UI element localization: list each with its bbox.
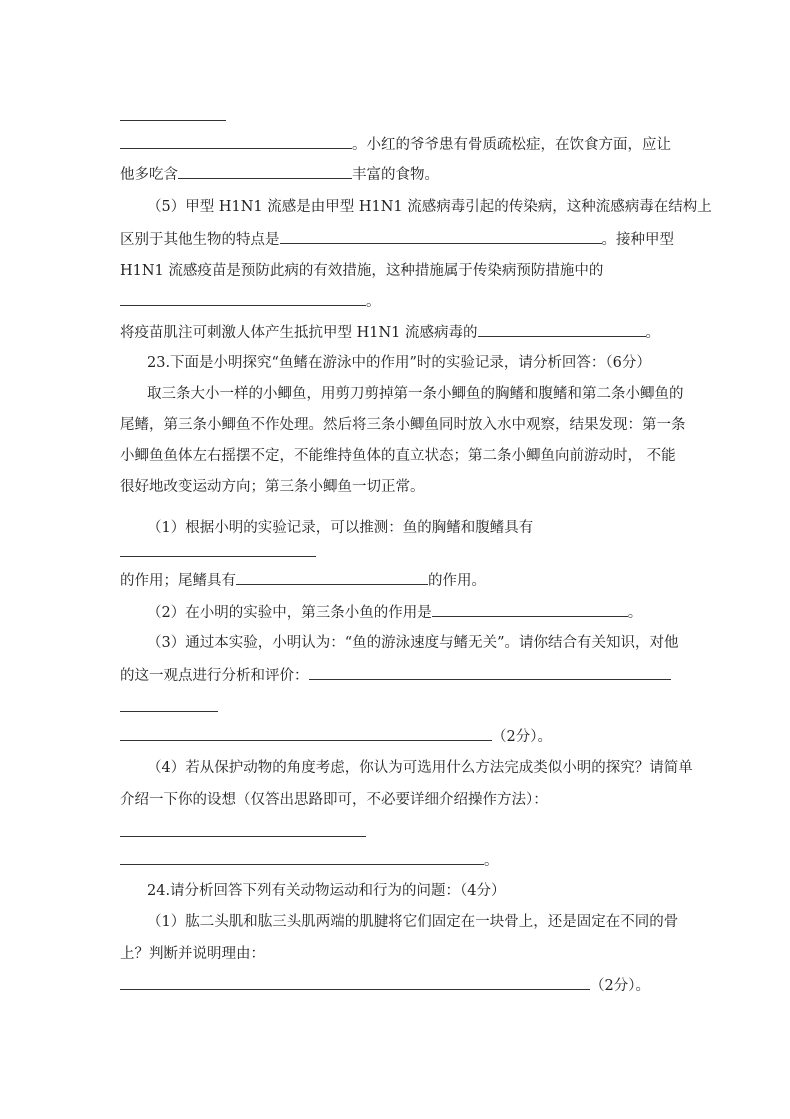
answer-blank[interactable] bbox=[120, 726, 492, 741]
q23-body-line1 bbox=[147, 384, 684, 404]
q24-sub1-line2 bbox=[120, 944, 265, 964]
q23-body-line2 bbox=[120, 415, 686, 435]
answer-blank[interactable] bbox=[120, 836, 366, 837]
q23-sub4-period: 。 bbox=[484, 853, 499, 869]
q23-body-text: 很好地改变运动方向；第三条小鲫鱼一切正常。 bbox=[120, 479, 425, 495]
q22-part4-text: 他多吃含 bbox=[120, 167, 178, 183]
q23-sub3-line2 bbox=[120, 665, 671, 685]
q23-sub3-text: 的这一观点进行分析和评价： bbox=[120, 668, 309, 684]
answer-blank[interactable] bbox=[120, 556, 316, 557]
answer-blank[interactable] bbox=[120, 120, 226, 121]
q22-part5-line1 bbox=[147, 197, 712, 217]
q23-sub4-line1 bbox=[147, 758, 693, 778]
q22-part5-text: 。接种甲型 bbox=[601, 232, 674, 248]
q24-sub1-text: （1）肱二头肌和肱三头肌两端的肌腱将它们固定在一块骨上，还是固定在不同的骨 bbox=[147, 914, 679, 930]
q22-part5-text: 将疫苗肌注可刺激人体产生抵抗甲型 H1N1 流感病毒的 bbox=[120, 325, 478, 341]
q23-sub1-line1 bbox=[147, 518, 533, 538]
answer-blank[interactable] bbox=[120, 850, 484, 865]
q23-sub3-score: （2分）。 bbox=[492, 729, 552, 745]
q23-sub2-line bbox=[147, 602, 642, 622]
q22-part5-text: H1N1 流感疫苗是预防此病的有效措施，这种措施属于传染病预防措施中的 bbox=[120, 263, 604, 279]
q23-sub3-line4 bbox=[120, 726, 552, 746]
q22-part4-line1 bbox=[120, 134, 671, 154]
q23-sub4-line4 bbox=[120, 850, 499, 870]
q23-body-text: 小鲫鱼鱼体左右摇摆不定，不能维持鱼体的直立状态；第二条小鲫鱼向前游动时， 不能 bbox=[120, 448, 676, 464]
answer-blank[interactable] bbox=[120, 291, 366, 306]
q22-part5-text: 。 bbox=[645, 325, 660, 341]
q23-title-text: 23.下面是小明探究“鱼鳍在游泳中的作用”时的实验记录，请分析回答：（6分） bbox=[147, 355, 651, 371]
q23-body-text: 尾鳍，第三条小鲫鱼不作处理。然后将三条小鲫鱼同时放入水中观察，结果发现：第一条 bbox=[120, 417, 686, 433]
q23-sub1-line3 bbox=[120, 570, 486, 590]
q22-part5-line2 bbox=[120, 229, 674, 249]
q22-part4-text: 丰富的食物。 bbox=[352, 167, 439, 183]
answer-blank[interactable] bbox=[280, 229, 602, 244]
q24-sub1-line3 bbox=[120, 975, 650, 995]
q24-sub1-text: 上？判断并说明理由： bbox=[120, 946, 265, 962]
q23-sub4-line2 bbox=[120, 790, 548, 810]
answer-blank[interactable] bbox=[236, 570, 428, 585]
q24-sub1-line1 bbox=[147, 912, 678, 932]
q22-part5-text: 。 bbox=[366, 294, 381, 310]
q23-sub4-text: 介绍一下你的设想（仅答出思路即可，不必要详细介绍操作方法）： bbox=[120, 792, 548, 808]
q23-body-text: 取三条大小一样的小鲫鱼，用剪刀剪掉第一条小鲫鱼的胸鳍和腹鳍和第二条小鲫鱼的 bbox=[147, 386, 684, 402]
q24-sub1-score: （2分）。 bbox=[590, 978, 650, 994]
q23-title bbox=[147, 353, 651, 373]
answer-blank[interactable] bbox=[432, 602, 628, 617]
q23-body-line4 bbox=[120, 477, 425, 497]
q23-body-line3 bbox=[120, 446, 676, 466]
answer-blank[interactable] bbox=[178, 164, 352, 179]
answer-blank[interactable] bbox=[120, 134, 352, 149]
q23-sub3-text: （3）通过本实验，小明认为：“鱼的游泳速度与鳍无关”。请你结合有关知识，对他 bbox=[147, 635, 679, 651]
q23-sub3-line1 bbox=[147, 633, 679, 653]
q24-title-text: 24.请分析回答下列有关动物运动和行为的问题：（4分） bbox=[147, 883, 506, 899]
q22-part5-line5 bbox=[120, 322, 660, 342]
q22-part4-line2 bbox=[120, 164, 439, 184]
q22-part5-line4 bbox=[120, 291, 381, 311]
answer-blank[interactable] bbox=[120, 975, 590, 990]
q22-part5-text: （5）甲型 H1N1 流感是由甲型 H1N1 流感病毒引起的传染病，这种流感病毒在结构上 bbox=[147, 199, 712, 215]
q23-sub4-text: （4）若从保护动物的角度考虑，你认为可选用什么方法完成类似小明的探究？请简单 bbox=[147, 760, 693, 776]
answer-blank[interactable] bbox=[309, 665, 671, 680]
q23-sub2-text: （2）在小明的实验中，第三条小鱼的作用是 bbox=[147, 605, 432, 621]
q23-sub2-text: 。 bbox=[627, 605, 643, 621]
q22-part5-text: 区别于其他生物的特点是 bbox=[120, 232, 280, 248]
q22-part5-line3 bbox=[120, 261, 603, 281]
q23-sub1-text: （1）根据小明的实验记录，可以推测：鱼的胸鳍和腹鳍具有 bbox=[147, 520, 534, 536]
answer-blank[interactable] bbox=[120, 711, 218, 712]
answer-blank[interactable] bbox=[478, 322, 646, 337]
q24-title bbox=[147, 881, 506, 901]
q23-sub1-text: 的作用。 bbox=[428, 573, 486, 589]
q22-part4-text: 。小红的爷爷患有骨质疏松症，在饮食方面，应让 bbox=[352, 137, 671, 153]
q23-sub1-text: 的作用；尾鳍具有 bbox=[120, 573, 236, 589]
